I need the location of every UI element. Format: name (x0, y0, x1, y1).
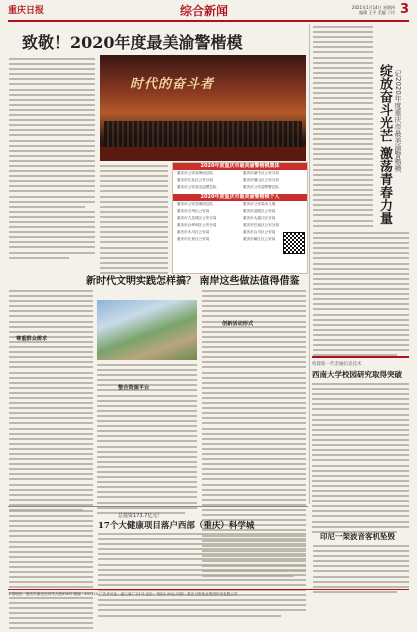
university-story-title: 西南大学校园研究取得突破 (312, 370, 402, 379)
award-person-item: 重庆市永川区公安局 (177, 230, 210, 234)
photo-stage (100, 147, 306, 161)
date-line (352, 5, 395, 15)
university-story (312, 356, 409, 536)
feature-body-top (313, 26, 373, 230)
date-text: 2021年1月14日 星期四 (351, 5, 395, 10)
awards-group-heading: 2020年度重庆市最美渝警楷模集体 (173, 163, 307, 170)
awards-list (172, 162, 308, 274)
award-group-row (173, 184, 307, 191)
award-group-item: 重庆市公安局交巡警总队 (177, 185, 217, 189)
award-group-item: 重庆市江北区公安分局 (177, 178, 213, 182)
award-person-row (173, 201, 307, 208)
feature-vertical-title: 绽放奋斗光芒 激荡青春力量 (377, 64, 392, 225)
masthead (8, 2, 409, 22)
second-headline: 新时代文明实践怎样搞？ 南岸这些做法值得借鉴 (86, 276, 300, 287)
university-story-kicker: 构建新一代金融信息技术 (312, 362, 362, 367)
footer: 本报地址：重庆市渝北区同茂大道416号 邮编：401120 广告许可证：渝工商广字1号 定价：每份1.50元 印刷：重庆日报报业集团印务有限公司 (8, 589, 409, 597)
plane-crash-headline: 印尼一架波音客机坠毁 (320, 532, 395, 541)
community-photo (97, 300, 197, 360)
article-body-left (9, 58, 95, 262)
award-group-row (173, 170, 307, 177)
feature-body-bottom (313, 232, 409, 359)
award-person-item: 重庆市公安局出入境 (243, 202, 276, 206)
award-group-item: 重庆市璧山区公安分局 (243, 178, 279, 182)
awards-person-heading: 2020年度重庆市最美渝警楷模个人 (173, 194, 307, 201)
award-person-item: 重庆市长寿区公安局 (177, 237, 210, 241)
editor-text: 编辑 王平 美编 丁玲 (359, 10, 395, 15)
award-person-item: 重庆市万州区公安局 (177, 209, 210, 213)
newspaper-logo: 重庆日报 (8, 6, 45, 16)
qr-code[interactable] (283, 232, 305, 254)
award-person-item: 重庆市涪陵区公安局 (243, 209, 276, 213)
award-person-row (173, 208, 307, 215)
bottom-section-rule (8, 506, 308, 507)
bottom-kicker: 总投资173.7亿元！ (118, 513, 163, 519)
bottom-left-article (9, 510, 93, 632)
award-group-item: 重庆市公安局刑侦总队 (177, 171, 213, 175)
award-group-item: 重庆市渝中区公安分局 (243, 171, 279, 175)
bottom-headline: 17个大健康项目落户西部（重庆）科学城 (98, 521, 255, 531)
award-person-row (173, 215, 307, 222)
section-title: 综合新闻 (180, 4, 229, 18)
award-person-item: 重庆市公安局刑侦总队 (177, 202, 213, 206)
feature-vertical-subtitle: 记2020年度重庆市最美渝警楷模 (394, 70, 402, 172)
column-divider (309, 24, 310, 504)
award-group-item: 重庆市公安局特警总队 (243, 185, 279, 189)
award-person-item: 重庆市合川区公安局 (243, 230, 276, 234)
award-person-item: 重庆市沙坪坝区公安分局 (177, 223, 217, 227)
ceremony-photo (100, 55, 306, 161)
award-person-item: 重庆市大渡口区分局 (243, 216, 276, 220)
award-person-item: 重庆市九龙坡区公安分局 (177, 216, 217, 220)
second-article-left (9, 290, 93, 514)
award-person-row (173, 222, 307, 229)
subhead-2: 整合资源平台 (118, 385, 150, 391)
bottom-article-body (98, 533, 306, 620)
subhead-3: 创新活动形式 (222, 321, 254, 327)
page-number: 3 (399, 2, 409, 17)
main-headline: 致敬！2020年度最美渝警楷模 (22, 33, 243, 52)
subhead-1: 尊重群众需求 (16, 336, 48, 342)
award-person-item: 重庆市綦江区公安局 (243, 237, 276, 241)
award-group-row (173, 177, 307, 184)
photo-people (104, 121, 302, 147)
article-body-mid (100, 165, 168, 282)
award-person-item: 重庆市巴南区公安分局 (243, 223, 279, 227)
photo-caption: 时代的奋斗者 (130, 77, 215, 92)
